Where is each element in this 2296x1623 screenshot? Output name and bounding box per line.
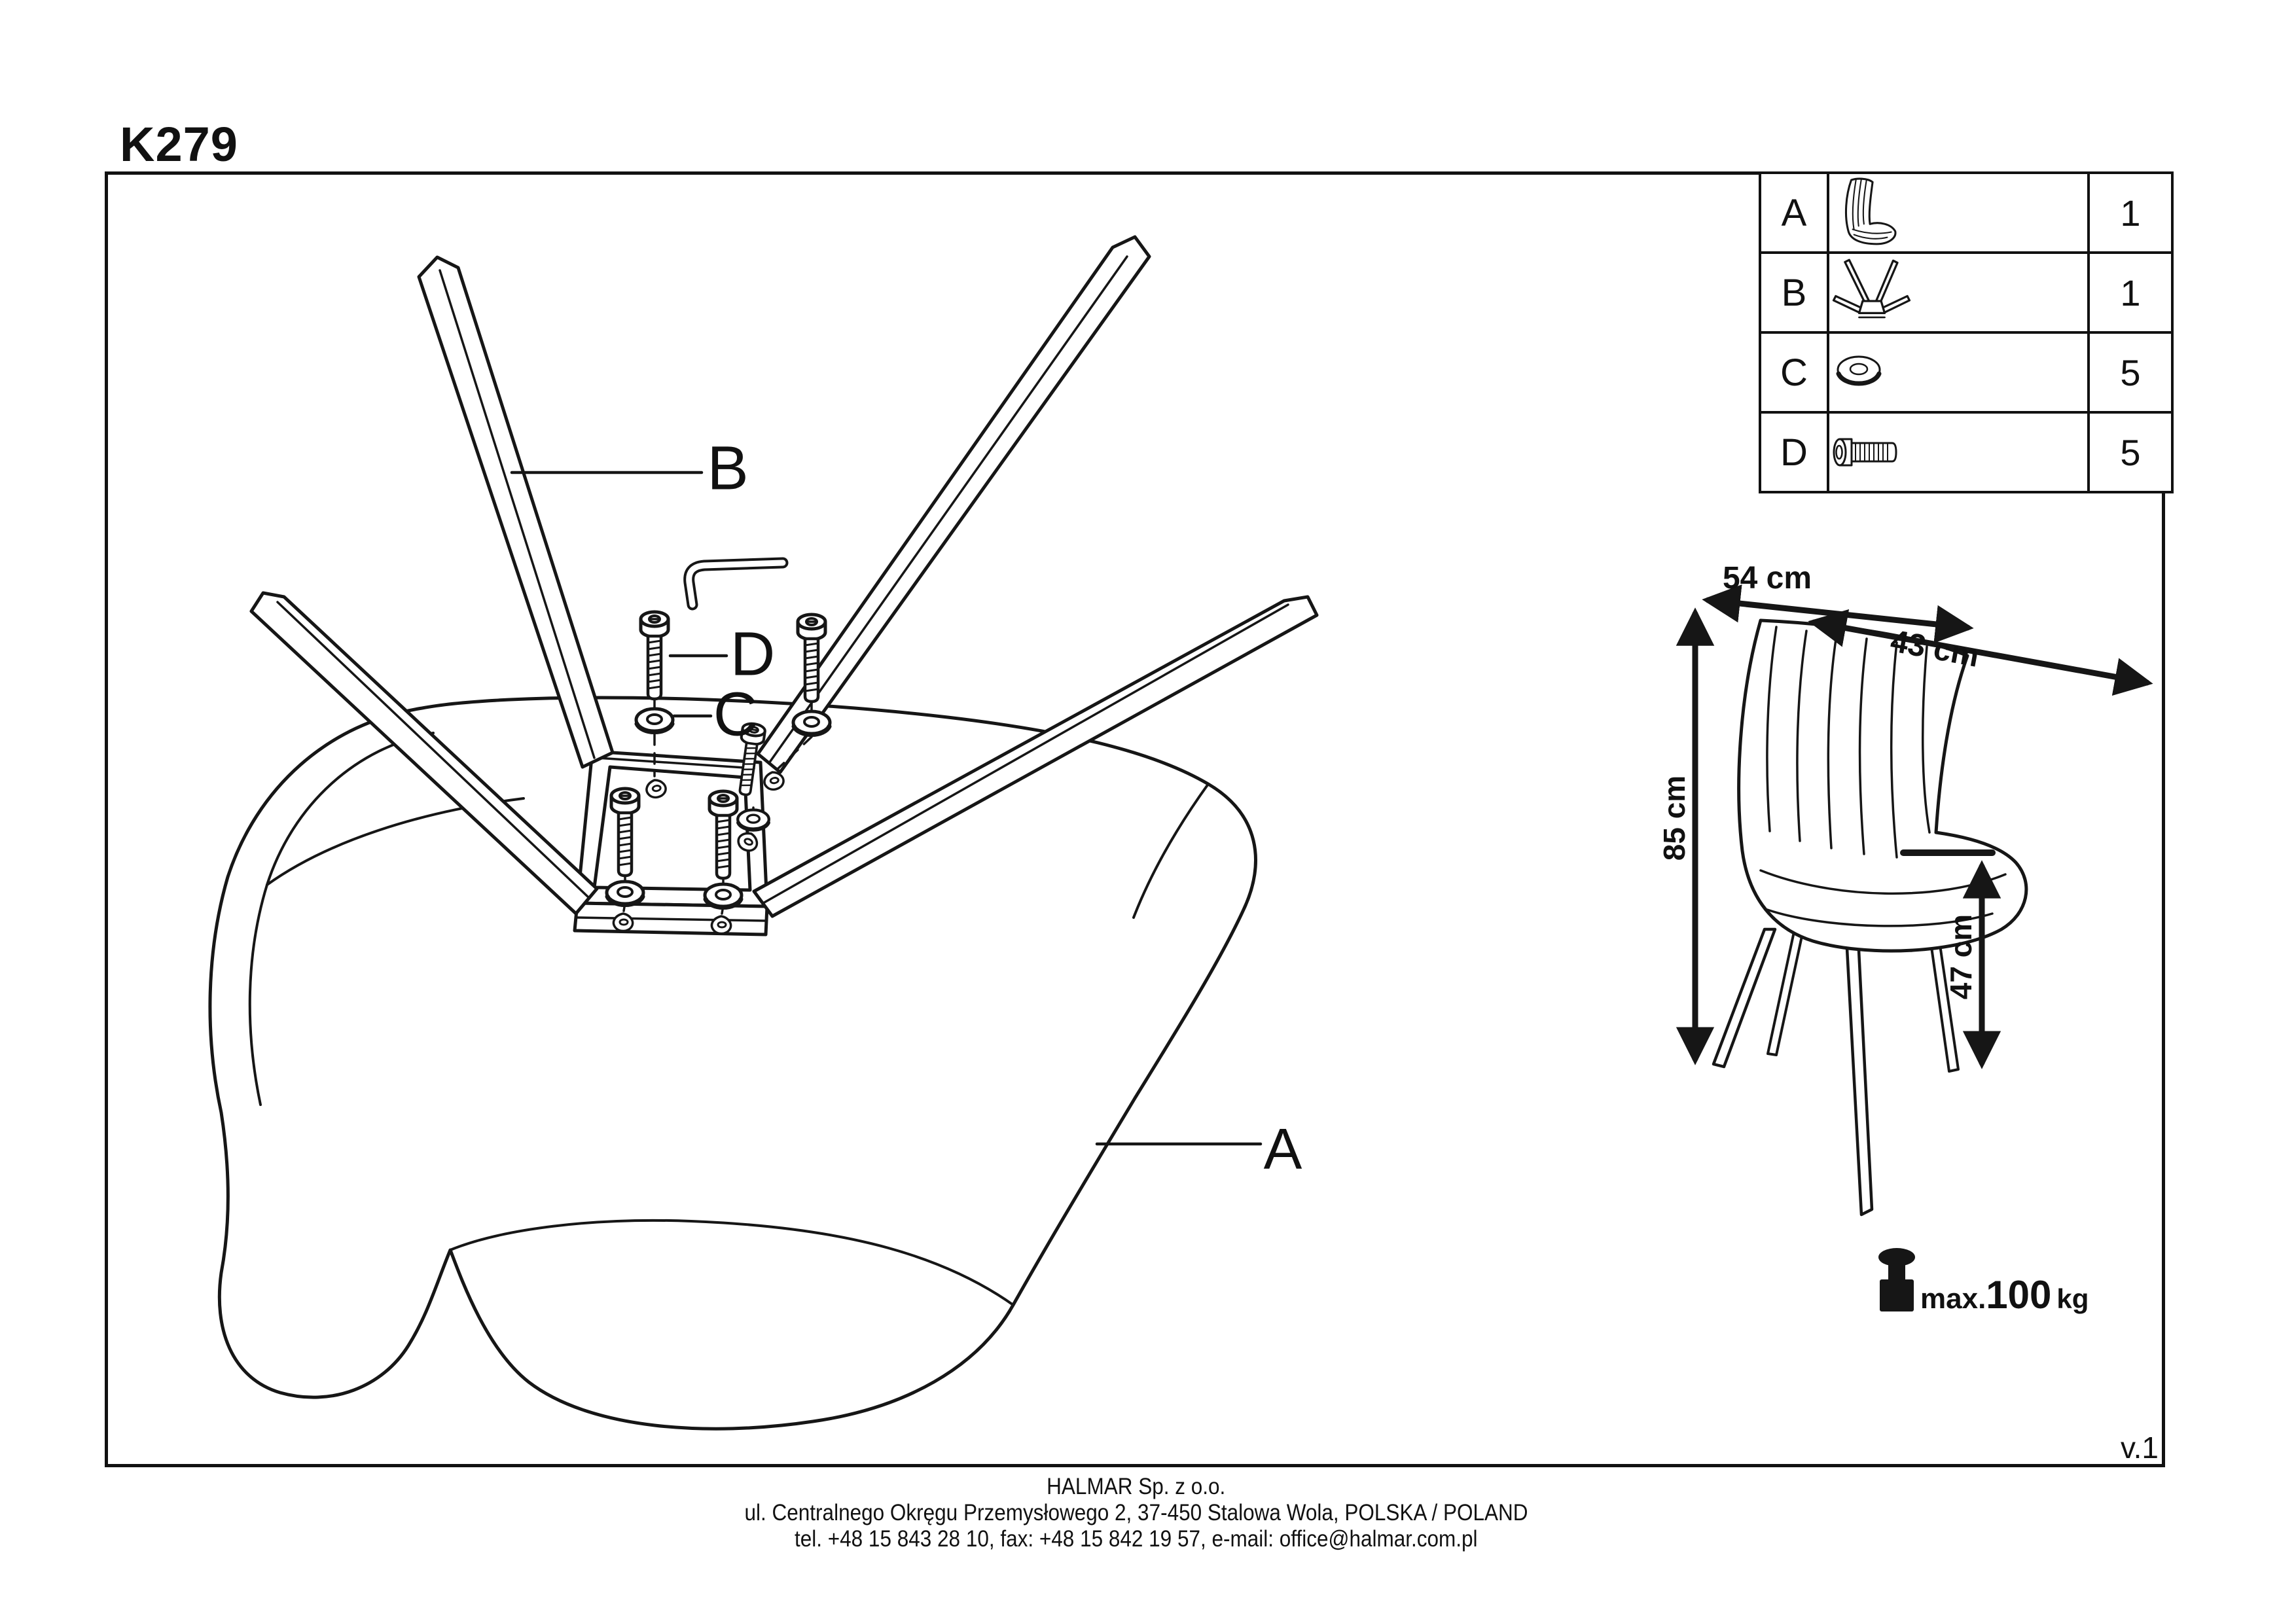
footer-company: HALMAR Sp. z o.o.	[1047, 1474, 1226, 1499]
max-load-value: 100	[1986, 1273, 2052, 1317]
part-letter: C	[1760, 332, 1828, 412]
washer-icon	[1829, 351, 1888, 393]
part-drawing-cell	[1828, 412, 2089, 492]
dimension-width-label: 54 cm	[1722, 561, 1812, 596]
parts-table-row-c	[1760, 332, 2172, 412]
exploded-label-d: D	[730, 619, 776, 689]
part-drawing-cell	[1828, 253, 2089, 332]
footer-company-line	[0, 1474, 2272, 1500]
part-qty: 5	[2089, 412, 2172, 492]
part-letter: D	[1760, 412, 1828, 492]
part-drawing-cell	[1828, 332, 2089, 412]
dimension-seat-height-label: 47 cm	[1944, 914, 1978, 1000]
part-qty: 1	[2089, 253, 2172, 332]
bolt-icon	[1829, 434, 1901, 471]
dimension-depth-label: 43 cm	[1888, 624, 1982, 674]
weight-icon	[1878, 1248, 1915, 1311]
part-letter: A	[1760, 173, 1828, 253]
footer-address: ul. Centralnego Okręgu Przemysłowego 2, 37-450 Stalowa Wola, POLSKA / POLAND	[744, 1500, 1528, 1525]
part-qty: 1	[2089, 173, 2172, 253]
parts-table-row-a	[1760, 173, 2172, 253]
parts-table-row-d	[1760, 412, 2172, 492]
max-load-unit: kg	[2056, 1283, 2089, 1314]
footer-contact-line	[0, 1526, 2272, 1552]
allen-key-drawing	[689, 563, 783, 605]
part-letter: B	[1760, 253, 1828, 332]
exploded-label-b: B	[707, 433, 749, 503]
parts-table	[1759, 171, 2174, 493]
page-title: K279	[120, 117, 238, 171]
part-drawing-cell	[1828, 173, 2089, 253]
version-label: v.1	[2121, 1431, 2159, 1465]
parts-table-row-b	[1760, 253, 2172, 332]
footer-address-line	[0, 1500, 2272, 1526]
max-load-label	[1920, 1272, 2089, 1317]
max-load-prefix: max.	[1920, 1283, 1986, 1315]
exploded-label-c: C	[713, 679, 759, 749]
dimension-height-label: 85 cm	[1657, 775, 1691, 861]
footer	[0, 1474, 2272, 1552]
chair-shell-icon	[1829, 176, 1908, 249]
leg-frame-icon	[1829, 257, 1914, 329]
exploded-label-a: A	[1263, 1116, 1302, 1181]
footer-contact: tel. +48 15 843 28 10, fax: +48 15 842 19 57, e-mail: office@halmar.com.pl	[795, 1526, 1478, 1552]
part-qty: 5	[2089, 332, 2172, 412]
